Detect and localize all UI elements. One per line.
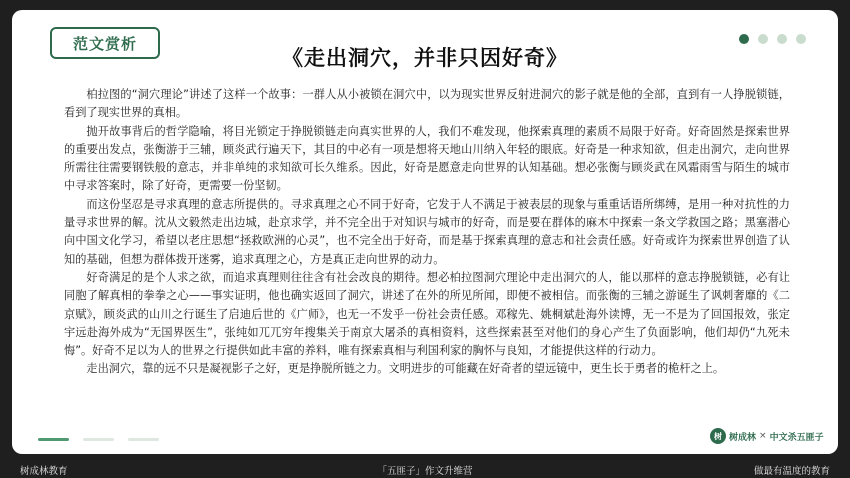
- tree-logo-icon: 树: [710, 428, 726, 444]
- footer-left: 树成林教育: [20, 466, 68, 477]
- essay-title: 《走出洞穴，并非只因好奇》: [282, 46, 568, 70]
- partner-name: 中文杀五匪子: [769, 432, 824, 443]
- brand-name: 树成林: [729, 432, 757, 443]
- footer-center: 「五匪子」作文升维营: [377, 466, 473, 477]
- essay-paragraph: 柏拉图的“洞穴理论”讲述了这样一个故事：一群人从小被锁在洞穴中，以为现实世界反射进洞穴的影子就是他的全部，直到有一人挣脱锁链，看到了现实世界的真相。: [64, 88, 790, 120]
- brand-logo: [710, 428, 824, 444]
- logo-separator: ×: [759, 431, 767, 441]
- section-tag: 范文赏析: [50, 27, 160, 59]
- essay-paragraph: 抛开故事背后的哲学隐喻，将目光锁定于挣脱锁链走向真实世界的人，我们不难发现，他探索真理的素质不局限于好奇。好奇固然是探索世界的重要出发点，张衡游于三辅，顾炎武行遍天下，其目的中必有一项是想将天地山川纳入年轻的眼底。好奇是一种求知欲，但走出洞穴，走向世界所需往往需要钢铁般的意志，并非单纯的求知欲可长久维系。因此，好奇是愿意走向世界的认知基础。想必张衡与顾炎武在风霜雨雪与陌生的城市中寻求答案时，除了好奇，更需要一份坚韧。: [64, 124, 790, 193]
- essay-body: [64, 86, 790, 379]
- decor-bars: [38, 438, 159, 441]
- essay-paragraph: 好奇满足的是个人求之欲，而追求真理则往往含有社会改良的期待。想必柏拉图洞穴理论中走出洞穴的人，能以那样的意志挣脱锁链，必有让同胞了解真相的拳拳之心——事实证明，他也确实返回了洞穴，讲述了在外的所见所闻，即便不被相信。而张衡的三辅之游诞生了讽刺奢靡的《二京赋》，顾炎武的山川之行诞生了启迪后世的《广师》，也无一不发乎一份社会责任感。邓稼先、姚桐斌赴海外读博，无一不是为了回国报效，张定宇远赴海外成为“无国界医生”，张纯如兀兀穷年搜集关于南京大屠杀的真相资料，这些探索甚至对他们的身心产生了负面影响，他们却仍“九死未悔”。好奇不足以为人的世界之行提供如此丰富的养料，唯有探索真相与利国利家的胸怀与良知，才能提供这样的行动力。: [64, 270, 790, 358]
- slide-card: [12, 10, 838, 454]
- essay-paragraph: 走出洞穴，靠的远不只是凝视影子之好，更是挣脱所链之力。文明进步的可能藏在好奇者的望远镜中，更生长于勇者的桅杆之上。: [86, 362, 725, 376]
- decor-bar: [83, 438, 114, 441]
- decor-bar: [128, 438, 159, 441]
- footer-bar: [0, 461, 850, 478]
- decor-bar: [38, 438, 69, 441]
- essay-paragraph: 而这份坚忍是寻求真理的意志所提供的。寻求真理之心不同于好奇，它发于人不满足于被表层的现象与重重话语所绑缚，是用一种对抗性的力量寻求世界的解。沈从文毅然走出边城，赴京求学，并不完全出于对知识与城市的好奇，而是要在群体的麻木中探索一条文学救国之路；黑塞潜心向中国文化学习，希望以老庄思想“拯救欧洲的心灵”，也不完全出于好奇，而是基于探索真理的意志和社会责任感。好奇或许为探索世界创造了认知的基础，但想为群体拨开迷雾，追求真理之心，方是真正走向世界的动力。: [64, 197, 790, 266]
- footer-right: 做最有温度的教育: [753, 466, 830, 477]
